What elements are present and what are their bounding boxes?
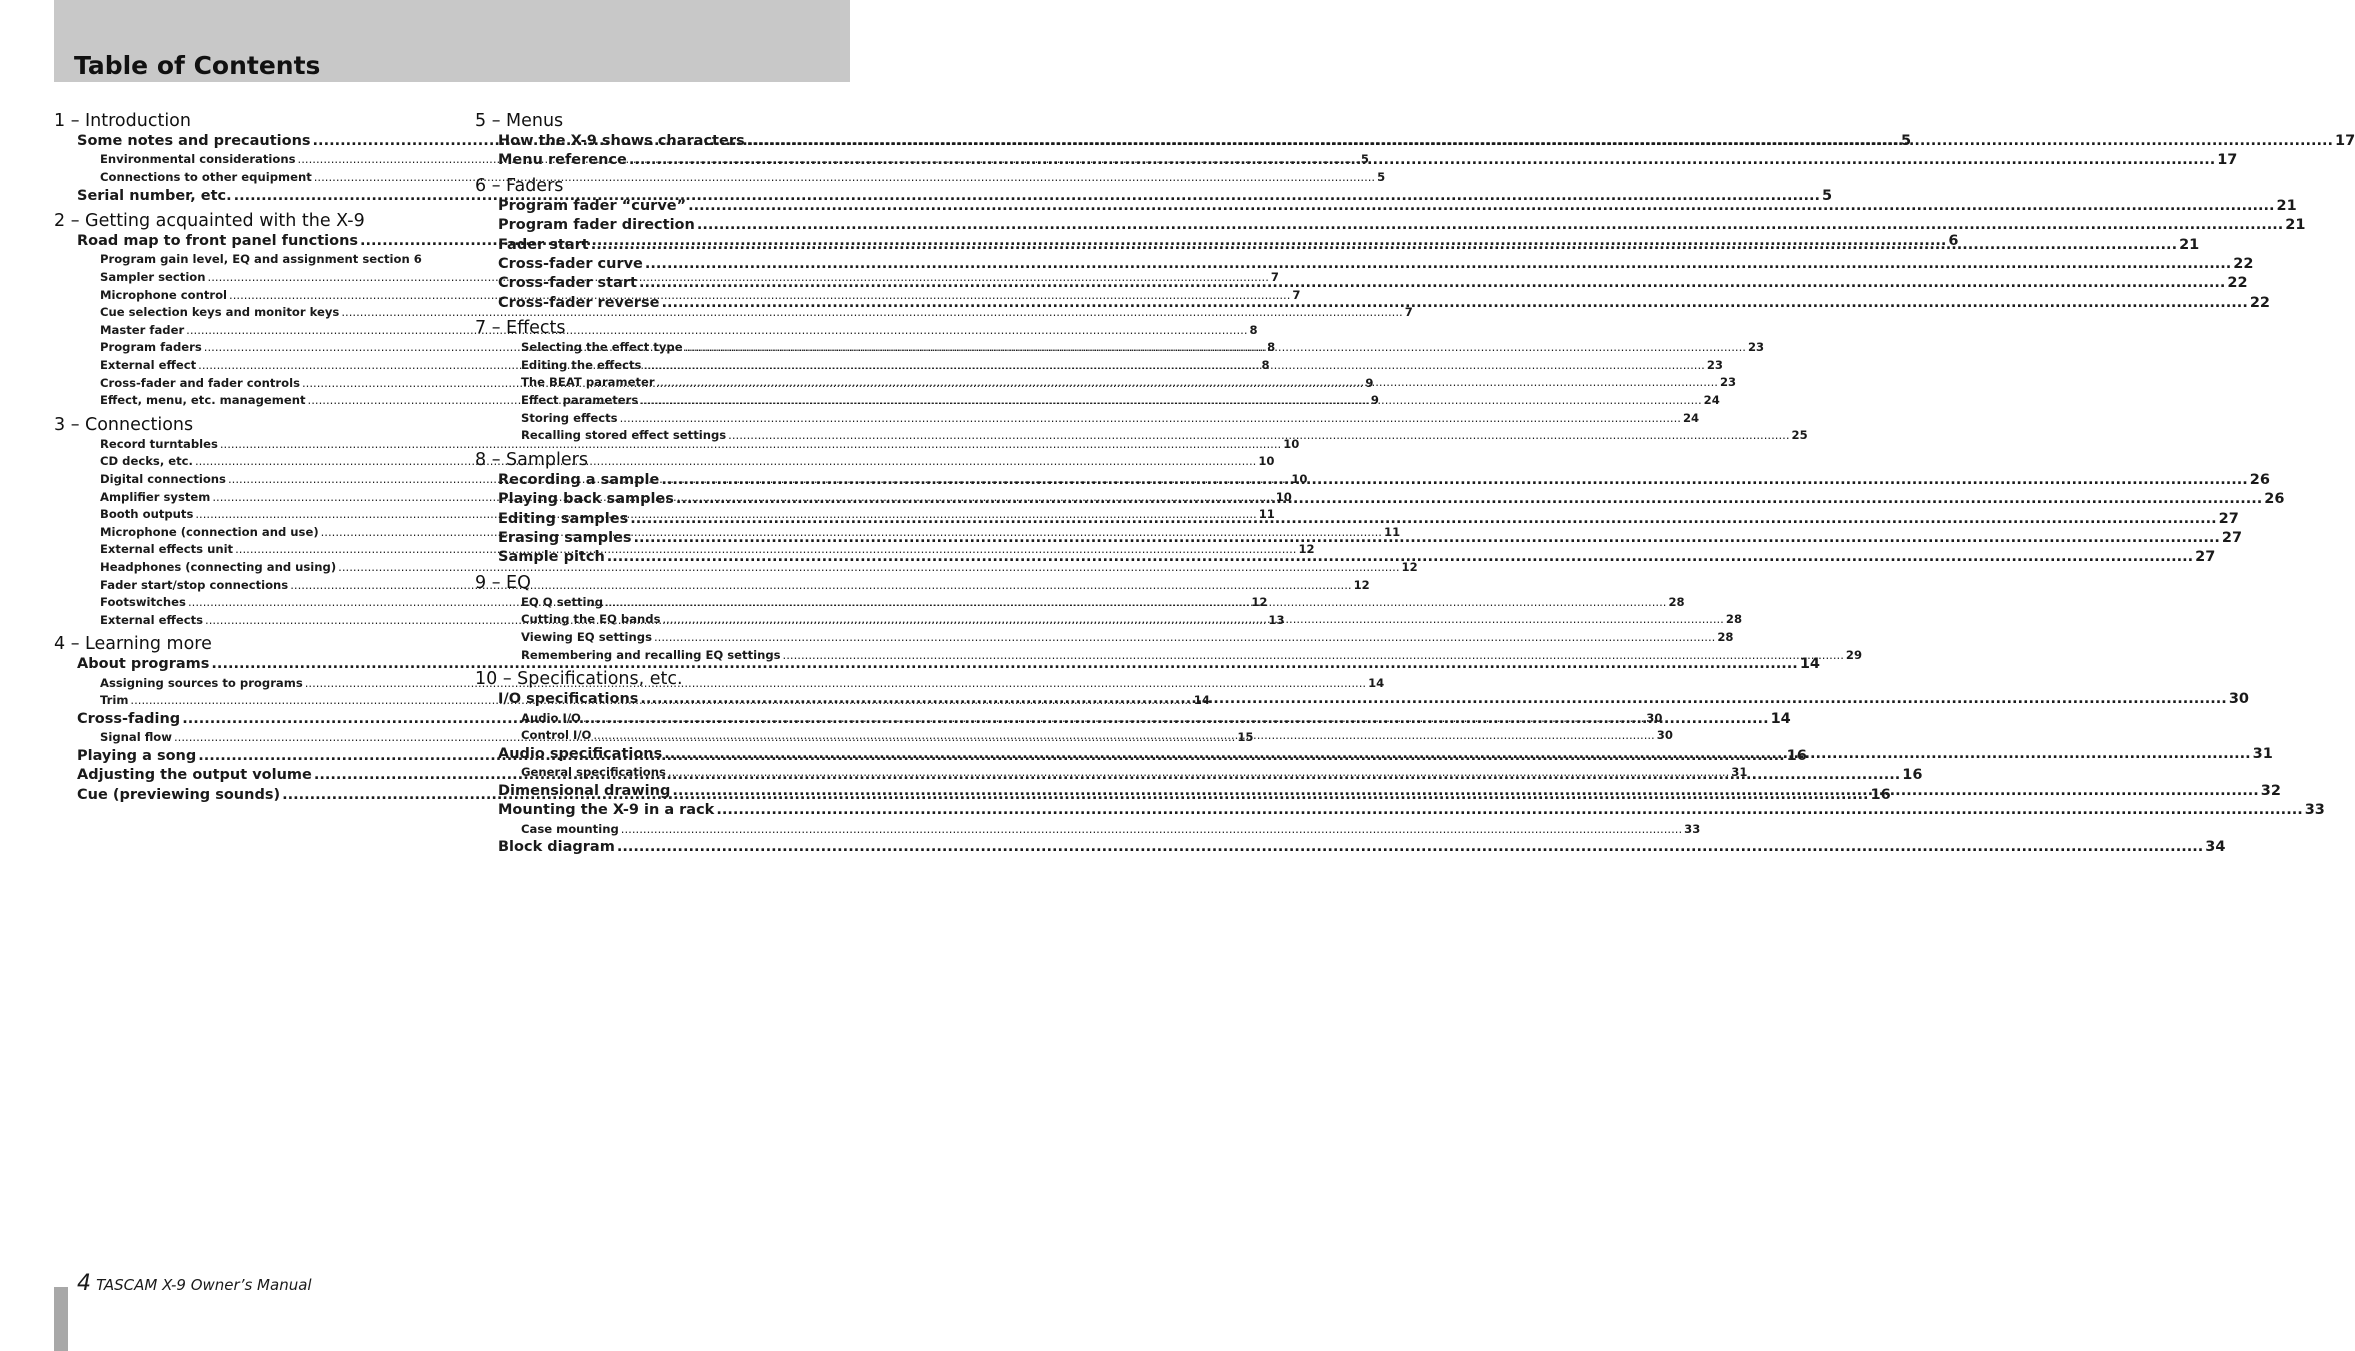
toc-entry-title: Cutting the EQ bands [521, 612, 661, 627]
toc-entry[interactable] [475, 801, 2325, 820]
dot-leader [783, 647, 1844, 665]
toc-entry[interactable] [475, 838, 2226, 857]
page-title: Table of Contents [74, 51, 321, 80]
toc-entry-title: Amplifier system [100, 489, 211, 504]
toc-entry-page: 31 [1731, 765, 1748, 780]
dot-leader [617, 838, 2203, 857]
dot-leader [640, 392, 1701, 410]
toc-entry-page: 14 [1193, 693, 1210, 708]
toc-entry-title: The BEAT parameter [521, 375, 655, 390]
toc-entry-page: 8 [1267, 340, 1276, 355]
toc-entry-title: General specifications [521, 765, 666, 780]
toc-entry-title: Effect, menu, etc. management [100, 393, 306, 408]
section-title[interactable]: 7 – Effects [475, 318, 566, 339]
toc-entry-page: 30 [1646, 710, 1663, 725]
toc-entry-page: 5 [1900, 133, 1912, 149]
toc-entry-title: Program fader “curve” [498, 197, 687, 214]
section-title[interactable]: 6 – Faders [475, 175, 564, 196]
dot-leader [661, 294, 2247, 313]
toc-entry-page: 22 [2227, 275, 2248, 292]
toc-entry-title: Footswitches [100, 595, 186, 610]
toc-entry-title: Sample pitch [498, 549, 605, 566]
toc-entry-title: Digital connections [100, 471, 226, 486]
toc-entry-title: Cue selection keys and monitor keys [100, 305, 340, 320]
dot-leader [661, 471, 2247, 490]
toc-entry-page: 22 [2233, 256, 2254, 273]
toc-entry-title: Cross-fader start [498, 275, 637, 292]
toc-entry[interactable] [475, 764, 1748, 782]
toc-entry-title: I/O specifications [498, 691, 639, 708]
toc-entry-page: 23 [1706, 357, 1723, 372]
toc-entry-page: 21 [2276, 197, 2297, 214]
toc-entry[interactable] [475, 629, 1734, 647]
toc-entry-title: External effect [100, 357, 197, 372]
toc-entry[interactable] [475, 132, 2355, 151]
toc-entry-page: 34 [2205, 839, 2226, 856]
toc-entry-page: 23 [1719, 375, 1737, 390]
toc-entry-page: 27 [2195, 549, 2216, 566]
toc-entry-title: Menu reference [498, 152, 627, 169]
toc-entry[interactable] [475, 392, 1720, 410]
toc-entry-page: 26 [2264, 491, 2285, 508]
toc-entry-title: Program fader direction [498, 217, 695, 234]
toc-entry-page: 5 [1360, 152, 1369, 167]
toc-entry-title: Sampler section [100, 270, 206, 284]
toc-entry-page: 11 [1384, 524, 1401, 539]
section-title[interactable]: 3 – Connections [54, 414, 194, 435]
dot-leader [664, 745, 2250, 764]
toc-entry-page: 25 [1791, 428, 1808, 443]
dot-leader [697, 216, 2283, 235]
footer-manual-title: TASCAM X-9 Owner’s Manual [96, 1276, 312, 1294]
toc-entry[interactable] [475, 274, 2248, 293]
toc-entry-title: Cross-fader reverse [498, 294, 660, 311]
toc-entry[interactable] [54, 304, 1413, 322]
toc-entry-page: 10 [1275, 489, 1292, 504]
section-title[interactable]: 8 – Samplers [475, 449, 588, 470]
toc-entry[interactable] [475, 339, 1765, 357]
toc-entry-title: Cross-fading [77, 710, 181, 727]
toc-entry-page: 24 [1703, 393, 1720, 408]
toc-entry-title: Master fader [100, 322, 185, 337]
toc-entry-title: Cue (previewing sounds) [77, 786, 281, 803]
toc-entry-page: 31 [2252, 745, 2273, 762]
toc-entry-title: Program gain level, EQ and assignment section [100, 252, 410, 267]
toc-entry-page: 28 [1717, 630, 1734, 645]
section-title[interactable]: 9 – EQ [475, 572, 531, 593]
dot-leader [654, 629, 1715, 647]
toc-entry-title: Recalling stored effect settings [521, 428, 727, 443]
toc-entry-page: 27 [2218, 510, 2239, 527]
toc-entry[interactable] [475, 374, 1737, 392]
toc-entry-page: 15 [1237, 730, 1254, 745]
toc-entry-page: 23 [1747, 340, 1765, 355]
toc-entry[interactable] [475, 410, 1700, 428]
toc-entry-title: Headphones (connecting and using) [100, 559, 337, 574]
dot-leader [607, 548, 2193, 567]
dot-leader [657, 374, 1718, 392]
toc-section [475, 175, 2306, 313]
toc-entry[interactable] [54, 655, 1820, 674]
toc-entry-title: Block diagram [498, 839, 615, 856]
dot-leader [685, 339, 1746, 357]
toc-entry-page: 9 [1365, 375, 1374, 390]
toc-entry-page: 8 [1249, 322, 1258, 337]
toc-entry-title: Playing back samples [498, 491, 674, 508]
toc-entry-title: Remembering and recalling EQ settings [521, 647, 781, 662]
toc-entry-title: Some notes and precautions [77, 133, 311, 149]
toc-entry[interactable] [475, 236, 2200, 255]
toc-entry[interactable] [54, 251, 422, 269]
toc-entry-page: 22 [2249, 294, 2271, 311]
toc-entry-title: Dimensional drawing [498, 782, 671, 799]
toc-entry-page: 27 [2221, 530, 2243, 547]
toc-entry-title: Case mounting [521, 821, 619, 836]
dot-leader [728, 427, 1789, 445]
toc-entry[interactable] [475, 710, 1663, 728]
toc-entry-page: 10 [1283, 436, 1300, 451]
toc-entry-page: 17 [2335, 133, 2355, 149]
toc-entry-page: 28 [1668, 594, 1685, 609]
toc-entry-page: 33 [2304, 802, 2325, 819]
toc-entry-title: Viewing EQ settings [521, 630, 652, 645]
section-title[interactable]: 1 – Introduction [54, 111, 191, 131]
toc-entry-title: Fader start/stop connections [100, 577, 289, 592]
dot-leader [630, 510, 2216, 529]
section-title[interactable]: 10 – Specifications, etc. [475, 669, 683, 690]
toc-entry-title: Booth outputs [100, 507, 194, 522]
toc-entry-page: 33 [1684, 821, 1701, 836]
toc-entry-page: 30 [1656, 728, 1673, 743]
toc-entry-title: Effect parameters [521, 393, 639, 408]
toc-entry-page: 10 [1291, 471, 1308, 486]
toc-entry-title: Recording a sample [498, 471, 660, 488]
toc-entry-title: How the X-9 shows characters [498, 133, 745, 149]
toc-entry-page: 16 [1786, 747, 1807, 764]
toc-entry-page: 17 [2217, 152, 2238, 169]
dot-leader [621, 821, 1682, 839]
toc-entry-title: Assigning sources to programs [100, 675, 303, 690]
dot-leader [688, 197, 2274, 216]
footer-bar [54, 1287, 68, 1351]
toc-entry[interactable] [475, 255, 2254, 274]
toc-entry-title: Signal flow [100, 730, 172, 745]
toc-entry-title: Serial number, etc. [77, 187, 232, 204]
toc-entry-page: 13 [1268, 612, 1285, 627]
dot-leader [593, 727, 1654, 745]
toc-entry-title: EQ Q setting [521, 594, 604, 609]
toc-entry-page: 12 [1401, 559, 1418, 574]
toc-entry[interactable] [475, 357, 1723, 375]
toc-entry-page: 16 [1870, 786, 1891, 803]
toc-section [475, 110, 2355, 171]
toc-entry-title: Playing a song [77, 747, 197, 764]
toc-entry-title: Trim [100, 693, 129, 708]
toc-entry-title: Adjusting the output volume [77, 767, 312, 784]
toc-entry-title: Audio specifications [498, 745, 663, 762]
toc-entry-title: Microphone (connection and use) [100, 524, 319, 539]
footer [77, 1271, 312, 1296]
toc-entry-title: Editing the effects [521, 357, 642, 372]
toc-entry-page: 5 [1822, 187, 1833, 204]
dot-leader [605, 594, 1666, 612]
dot-leader [663, 611, 1724, 629]
toc-entry[interactable] [475, 821, 1701, 839]
dot-leader [620, 410, 1681, 428]
toc-entry-title: Erasing samples [498, 530, 632, 547]
dot-leader [629, 151, 2215, 170]
dot-leader [591, 236, 2177, 255]
section-title[interactable]: 5 – Menus [475, 111, 564, 131]
toc-entry-page: 14 [1368, 675, 1385, 690]
toc-entry[interactable] [54, 436, 1300, 454]
toc-entry-title: Record turntables [100, 436, 218, 451]
dot-leader [640, 690, 2226, 709]
toc-entry-title: Road map to front panel functions [77, 233, 359, 249]
toc-entry-page: 14 [1799, 656, 1820, 673]
toc-entry-page: 12 [1251, 595, 1268, 610]
toc-entry-page: 7 [1270, 270, 1279, 284]
toc-entry-page: 12 [1353, 577, 1370, 592]
toc-entry-page: 30 [2228, 691, 2249, 708]
toc-entry-page: 28 [1725, 612, 1743, 627]
dot-leader [672, 782, 2258, 801]
toc-entry-page: 7 [1292, 287, 1301, 302]
dot-leader [643, 357, 1704, 375]
toc-entry-title: Editing samples [498, 510, 629, 527]
toc-entry-page: 6 [413, 252, 422, 267]
dot-leader [639, 274, 2225, 293]
toc-entry-title: Mounting the X-9 in a rack [498, 802, 715, 819]
section-title[interactable]: 2 – Getting acquainted with the X-9 [54, 211, 365, 231]
toc-entry-page: 8 [1261, 357, 1270, 372]
toc-entry-title: About programs [77, 656, 210, 673]
toc-entry-title: CD decks, etc. [100, 454, 193, 469]
toc-entry-title: Cross-fader curve [498, 256, 643, 273]
toc-entry-page: 24 [1682, 410, 1700, 425]
toc-entry-title: Storing effects [521, 410, 618, 425]
toc-entry-page: 10 [1258, 454, 1275, 469]
toc-entry-title: Environmental considerations [100, 152, 296, 167]
toc-entry[interactable] [475, 216, 2306, 235]
toc-entry-title: Fader start [498, 236, 589, 253]
toc-entry-page: 9 [1370, 393, 1379, 408]
dot-leader [716, 801, 2302, 820]
dot-leader [583, 710, 1644, 728]
toc-entry-title: Connections to other equipment [100, 170, 312, 184]
toc-entry-page: 16 [1902, 767, 1923, 784]
toc-entry-title: Selecting the effect type [521, 340, 683, 355]
toc-entry[interactable] [475, 151, 2238, 170]
dot-leader [314, 169, 1375, 187]
toc-entry[interactable] [475, 197, 2297, 216]
toc-entry-title: Audio I/O [521, 710, 581, 725]
toc-entry-page: 14 [1770, 710, 1791, 727]
toc-entry-title: External effects [100, 612, 204, 627]
toc-entry-title: Control I/O [521, 728, 592, 743]
dot-leader [645, 255, 2231, 274]
toc-entry-page: 6 [1948, 233, 1959, 249]
toc-entry-page: 32 [2260, 782, 2281, 799]
footer-page-number: 4 [77, 1271, 91, 1296]
dot-leader [634, 529, 2220, 548]
toc-entry-list [475, 197, 2306, 313]
toc-entry-page: 21 [2179, 236, 2200, 253]
toc-entry-page: 26 [2249, 471, 2270, 488]
dot-leader [747, 132, 2333, 151]
toc-entry[interactable] [54, 559, 1418, 577]
toc-entry-page: 5 [1377, 170, 1386, 184]
toc-entry-page: 29 [1845, 647, 1863, 662]
toc-entry-page: 21 [2285, 217, 2306, 234]
toc-entry-list [475, 132, 2355, 171]
toc-entry[interactable] [475, 294, 2271, 313]
section-title[interactable]: 4 – Learning more [54, 634, 212, 655]
header-bar [54, 0, 850, 82]
toc-entry-title: Cross-fader and fader controls [100, 375, 300, 390]
dot-leader [668, 764, 1729, 782]
toc-entry-title: External effects unit [100, 542, 234, 557]
toc-entry-page: 12 [1298, 542, 1315, 557]
toc-entry-title: Program faders [100, 340, 202, 355]
dot-leader [676, 490, 2262, 509]
toc-entry-page: 11 [1258, 507, 1275, 522]
toc-entry-page: 7 [1404, 305, 1413, 320]
toc-entry-title: Microphone control [100, 287, 228, 302]
